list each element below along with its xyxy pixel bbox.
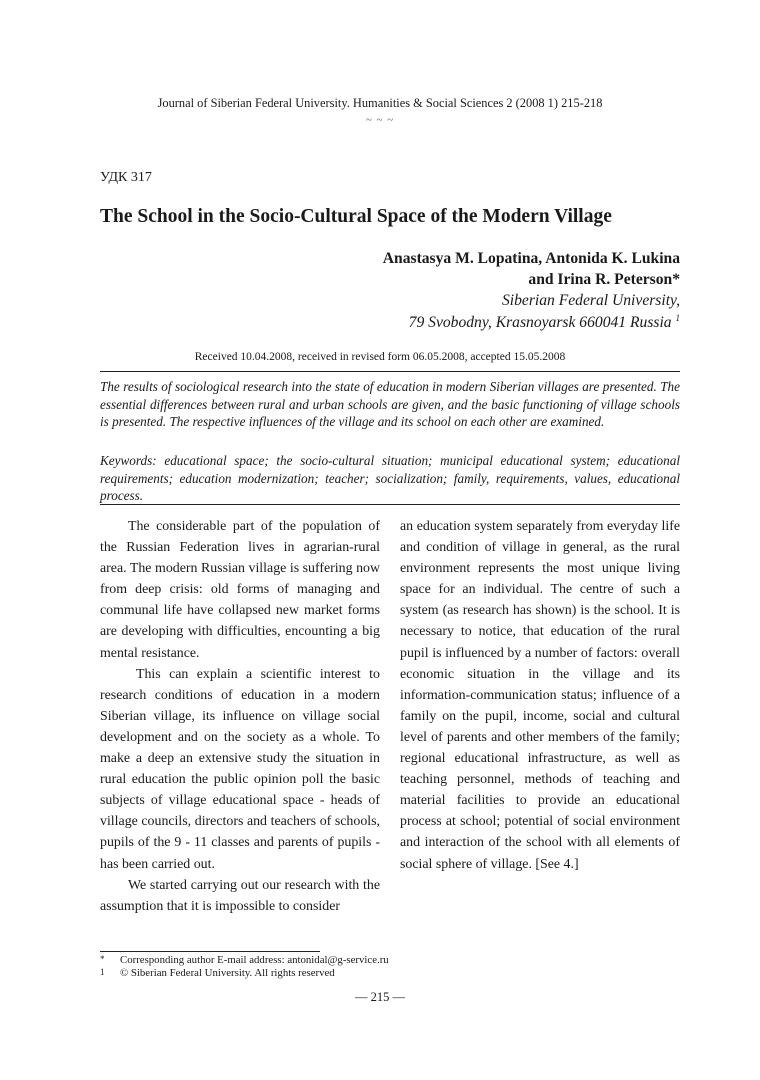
article-title: The School in the Socio-Cultural Space of the Modern Village bbox=[100, 206, 612, 227]
abstract: The results of sociological research into the state of education in modern Siberian villages are presented. The essential differences between rural and urban schools are given, and the basic functioning of village schools is presented. The respective influences of the village and its school on each other are examined. bbox=[100, 379, 680, 429]
received-dates: Received 10.04.2008, received in revised form 06.05.2008, accepted 15.05.2008 bbox=[194, 351, 566, 363]
page-number: — 215 — bbox=[355, 990, 405, 1004]
authors-line-2: and Irina R. Peterson* bbox=[528, 271, 680, 288]
footnote-corresponding-author bbox=[100, 954, 389, 966]
affiliation-address: 79 Svobodny, Krasnoyarsk 660041 Russia bbox=[408, 314, 672, 332]
footnote-text: Corresponding author E-mail address: antonidal@g-service.ru bbox=[120, 954, 389, 966]
footnote-mark: 1 bbox=[100, 967, 105, 977]
footnote-copyright bbox=[100, 967, 335, 979]
footnote-mark: * bbox=[100, 954, 105, 964]
body-paragraph: We started carrying out our research with the assumption that it is impossible to consider bbox=[100, 877, 380, 914]
body-column-left bbox=[100, 516, 380, 917]
body-paragraph: This can explain a scientific interest to research conditions of education in a modern Siberian village, its influence on village social development and on the society as a whole. To make a deep an extensive study the situation in rural education the public opinion poll the basic subjects of village educational space - heads of village councils, directors and teachers of schools, pupils of the 9 - 11 classes and parents of pupils - has been carried out. bbox=[100, 666, 380, 872]
header-separator: ~ ~ ~ bbox=[365, 114, 395, 126]
body-paragraph: an education system separately from everyday life and condition of village in general, as the rural environment represents the most unique living space for an individual. The centre of such a system (as research has shown) is the school. It is necessary to notice, that education of the rural pupil is influenced by a number of factors: overall economic situation in the village and its information-communication status; influence of a family on the pupil, income, social and cultural level of parents and other members of the family; regional educational infrastructure, as well as teaching personnel, methods of teaching and material facilities to provide an educational process at school; potential of social environment and interaction of the school with all elements of social sphere of village. [See 4.] bbox=[400, 519, 680, 872]
body-column-right bbox=[400, 516, 680, 875]
affiliation-line-2 bbox=[409, 313, 680, 332]
journal-header: Journal of Siberian Federal University. Humanities & Social Sciences 2 (2008 1) 215-218 bbox=[157, 96, 603, 110]
abstract-bottom-rule bbox=[100, 504, 680, 505]
keywords: Keywords: educational space; the socio-cultural situation; municipal educational system; educational requirements; education modernization; teacher; socialization; family, requirements, values, educational process. bbox=[100, 453, 680, 503]
body-paragraph: The considerable part of the population of the Russian Federation lives in agrarian-rural area. The modern Russian village is suffering now from deep crisis: old forms of managing and communal life have collapsed new market forms are developing with difficulties, encounting a big mental resistance. bbox=[100, 519, 380, 661]
authors-line-1: Anastasya M. Lopatina, Antonida K. Lukina bbox=[382, 250, 680, 267]
affiliation-footnote-mark: 1 bbox=[675, 313, 680, 323]
abstract-top-rule bbox=[100, 371, 680, 372]
footnote-text: © Siberian Federal University. All rights reserved bbox=[120, 967, 335, 979]
footnote-rule bbox=[100, 951, 320, 952]
udk-code: УДК 317 bbox=[100, 170, 152, 185]
affiliation-line-1: Siberian Federal University, bbox=[502, 292, 680, 309]
